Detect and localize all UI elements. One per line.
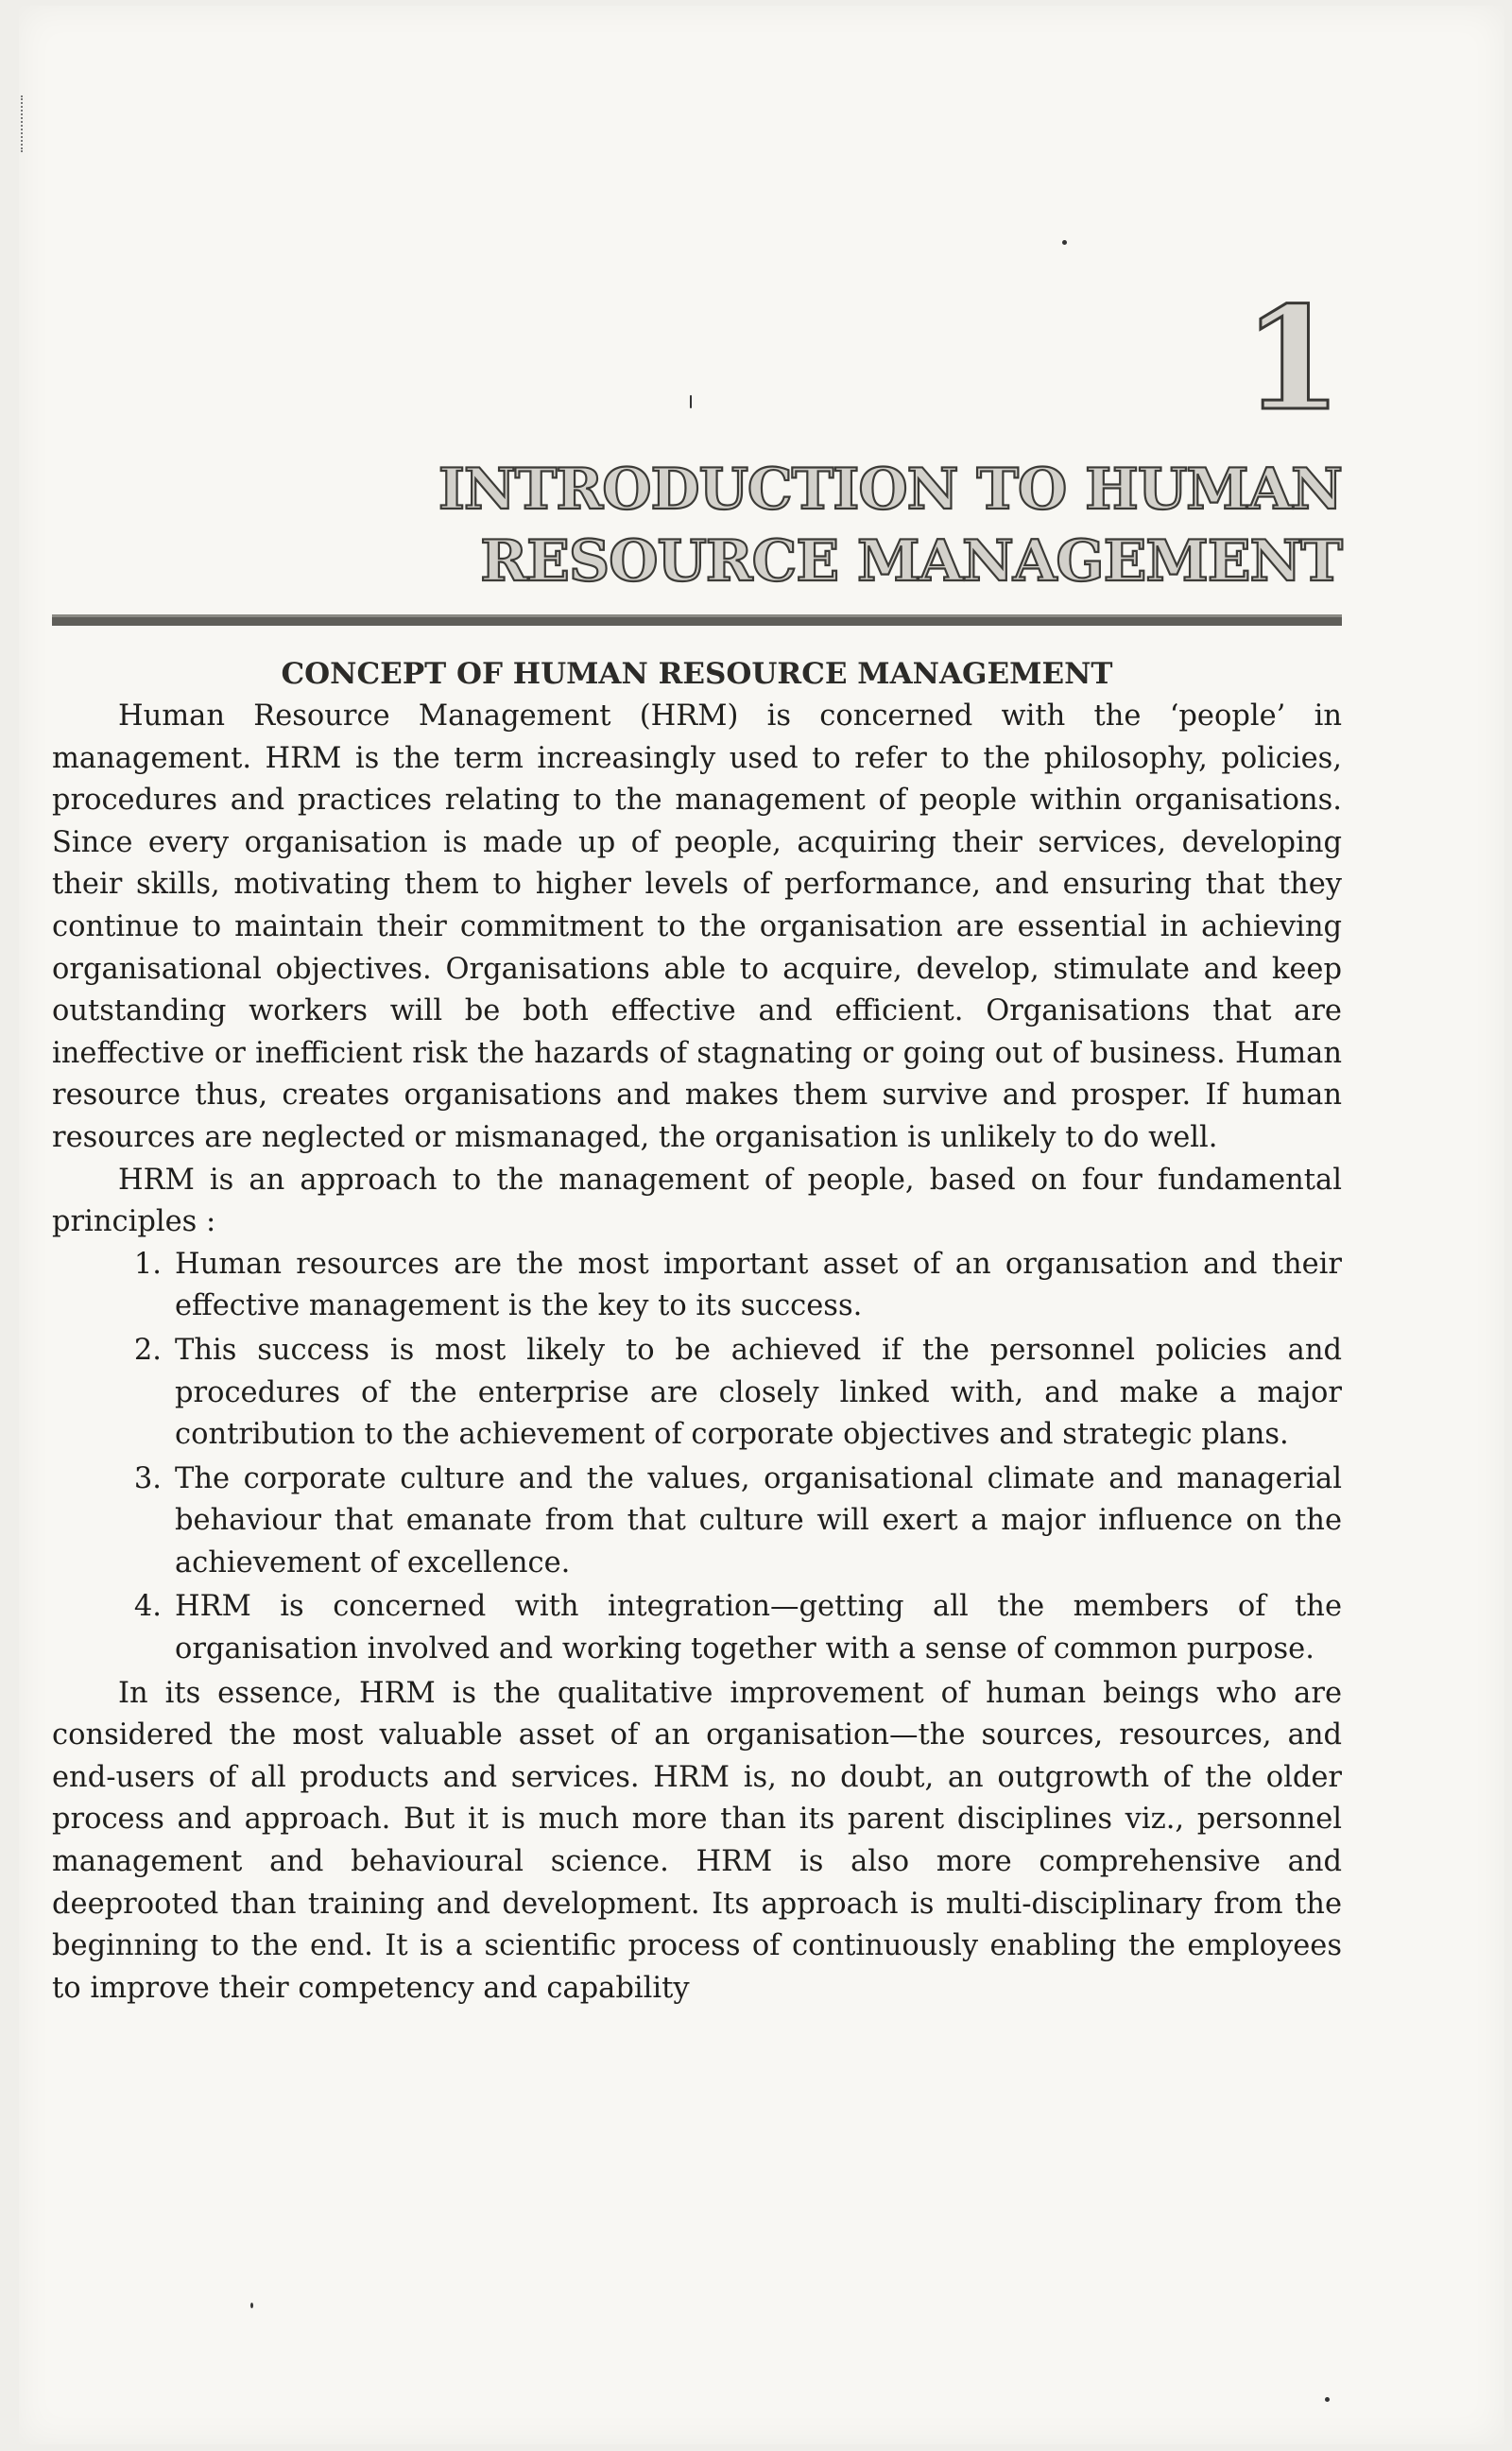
paragraph-3: In its essence, HRM is the qualitative improvement of human beings who are considered the most valuable asset of an organisation—the sources, resources, and end-users of all products and services. HRM is, no doubt, an outgrowth of the older process and approach. But it is much more than its parent disciplines viz., personnel management and behavioural science. HRM is also more comprehensive and deeprooted than training and development. Its approach is multi-disciplinary from the beginning to the end. It is a scientific process of continuously enabling the employees to improve their competency and capability: [52, 1676, 1342, 2005]
margin-marks: [21, 95, 28, 152]
body-text: [52, 696, 1342, 2010]
section-heading: CONCEPT OF HUMAN RESOURCE MANAGEMENT: [281, 657, 1113, 691]
chapter-title: [438, 454, 1342, 597]
ink-speck: [1062, 240, 1067, 245]
chapter-title-line-2: RESOURCE MANAGEMENT: [480, 528, 1342, 595]
list-item-number: 4.: [133, 1590, 162, 1624]
principles-list: [52, 1244, 1342, 1671]
list-item-text: Human resources are the most important asset of an organısation and their effective management is the key to its success.: [175, 1247, 1342, 1323]
list-item-number: 3.: [133, 1461, 162, 1495]
list-item-text: HRM is concerned with integration—getting all the members of the organisation involved and working together with a sense of common purpose.: [175, 1590, 1342, 1666]
ink-speck: [690, 395, 692, 408]
chapter-title-line-1: INTRODUCTION TO HUMAN: [438, 457, 1342, 523]
list-item-text: This success is most likely to be achieved if the personnel policies and procedures of the enterprise are closely linked with, and make a major contribution to the achievement of corporate objectives and strategic plans.: [175, 1333, 1342, 1452]
chapter-number: 1: [1243, 276, 1342, 442]
list-item-number: 2.: [133, 1333, 162, 1367]
list-item: [52, 1586, 1342, 1670]
title-rule: [52, 614, 1342, 626]
paragraph-1: Human Resource Management (HRM) is concerned with the ‘people’ in management. HRM is the term increasingly used to refer to the philosophy, policies, procedures and practices relating to the management of people within organisations. Since every organisation is made up of people, acquiring their services, developing their skills, motivating them to higher levels of performance, and ensuring that they continue to maintain their commitment to the organisation are essential in achieving organisational objectives. Organisations able to acquire, develop, stimulate and keep outstanding workers will be both effective and efficient. Organisations that are ineffective or inefficient risk the hazards of stagnating or going out of business. Human resource thus, creates organisations and makes them survive and prosper. If human resources are neglected or mismanaged, the organisation is unlikely to do well.: [52, 699, 1342, 1154]
paragraph-2: HRM is an approach to the management of people, based on four fundamental principles :: [52, 1163, 1342, 1239]
ink-speck: [250, 2303, 253, 2308]
ink-speck: [1325, 2397, 1330, 2402]
list-item-text: The corporate culture and the values, organisational climate and managerial behaviour that emanate from that culture will exert a major influence on the achievement of excellence.: [175, 1461, 1342, 1579]
list-item: [52, 1330, 1342, 1457]
list-item-number: 1.: [133, 1247, 162, 1281]
list-item: [52, 1459, 1342, 1585]
list-item: [52, 1244, 1342, 1328]
